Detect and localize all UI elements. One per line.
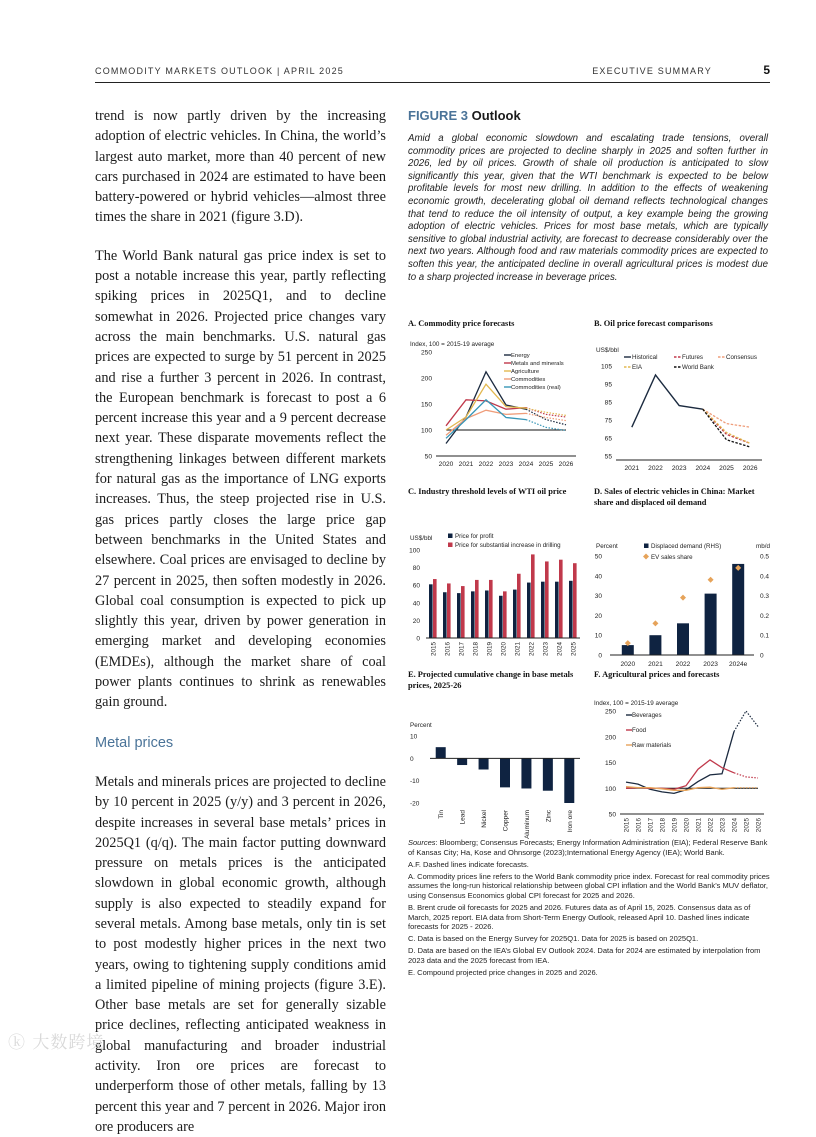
svg-text:2024: 2024 <box>518 460 534 468</box>
svg-text:Index, 100 = 2015-19 average: Index, 100 = 2015-19 average <box>410 340 495 348</box>
svg-text:2016: 2016 <box>444 641 452 656</box>
svg-text:2024: 2024 <box>731 817 739 832</box>
svg-text:85: 85 <box>604 399 612 406</box>
svg-text:2023: 2023 <box>719 817 727 832</box>
svg-text:2021: 2021 <box>695 817 703 832</box>
chart-title: E. Projected cumulative change in base metals prices, 2025-26 <box>408 670 574 690</box>
svg-text:Percent: Percent <box>596 543 618 550</box>
svg-text:Consensus: Consensus <box>726 353 757 361</box>
svg-text:2019: 2019 <box>671 817 679 832</box>
sources-note: Sources: Bloomberg; Consensus Forecasts; Energy Information Administration (EIA); Federal Reserve Bank of Kansas City; Ha, Kose and Ohnsorge (2023);International Energy Agency (IEA); World Bank. <box>408 838 768 857</box>
chart-panel-e <box>408 670 588 839</box>
svg-text:Price for substantial increase: Price for substantial increase in drilling <box>455 541 561 549</box>
chart-title: A. Commodity price forecasts <box>408 319 515 328</box>
svg-text:0.5: 0.5 <box>760 553 770 561</box>
line-chart-oil-forecasts <box>594 330 774 470</box>
body-paragraph: The World Bank natural gas price index is set to post a notable increase this year, partly reflecting spiking prices in 2025Q1, and to decline somewhat in 2026. Projected price changes vary across the main benchmarks. U.S. natural gas prices are expected to surge by 51 percent in 2025 and rise a further 3 percent in 2026. In contrast, the European benchmark is forecast to post a 6 percent increase this year and a 9 percent decrease next year. These disparate movements reflect the strengthening linkages between different markets for natural gas as the importance of LNG exports increases. Thus, the steep projected rise in U.S. gas prices partly closes the large price gap between benchmarks in the United States and elsewhere. Coal prices are envisaged to decline by 27 percent in 2025, then soften modestly in 2026. Global coal consumption is expected to pick up slightly this year, driven by power generation in emerging market and developing economies (EMDEs), although the market share of coal power plants continues to shrink as renewables gain ground. <box>95 247 386 711</box>
svg-text:40: 40 <box>594 573 602 581</box>
svg-text:US$/bbl: US$/bbl <box>410 534 433 542</box>
figure-name: Outlook <box>471 108 521 123</box>
svg-text:150: 150 <box>420 401 432 408</box>
svg-text:mb/d: mb/d <box>756 543 770 550</box>
svg-text:World Bank: World Bank <box>682 363 714 371</box>
note-item: A.F. Dashed lines indicate forecasts. <box>408 859 529 869</box>
svg-text:2019: 2019 <box>486 641 494 656</box>
running-header <box>95 62 770 83</box>
svg-text:2024: 2024 <box>695 464 711 472</box>
svg-text:0.1: 0.1 <box>760 632 770 640</box>
svg-text:2015: 2015 <box>623 817 631 832</box>
svg-text:50: 50 <box>608 811 616 818</box>
svg-text:2021: 2021 <box>648 661 663 668</box>
svg-text:Energy: Energy <box>511 352 530 359</box>
svg-text:2021: 2021 <box>514 641 522 656</box>
svg-text:20: 20 <box>594 612 602 620</box>
svg-text:0.3: 0.3 <box>760 593 770 601</box>
bar-chart-wti-thresholds <box>408 498 588 656</box>
svg-text:100: 100 <box>420 427 432 434</box>
svg-text:250: 250 <box>420 349 432 356</box>
figure-title <box>408 108 768 123</box>
svg-text:200: 200 <box>420 375 432 382</box>
chart-panel-b <box>594 319 774 470</box>
svg-text:20: 20 <box>412 617 420 625</box>
svg-text:Food: Food <box>632 726 647 734</box>
page-number: 5 <box>763 63 770 77</box>
note-item: D. Data are based on the IEA’s Global EV Outlook 2024. Data for 2024 are estimated by interpolation from 2023 data and the 2025 forecast from IEA. <box>408 946 761 966</box>
svg-text:2025: 2025 <box>570 641 578 656</box>
svg-text:95: 95 <box>604 381 612 388</box>
svg-text:2017: 2017 <box>647 817 655 832</box>
svg-text:2023: 2023 <box>498 460 514 468</box>
svg-text:50: 50 <box>424 453 432 460</box>
bar-chart-base-metals <box>408 691 588 839</box>
body-column <box>95 106 386 1137</box>
svg-text:200: 200 <box>604 733 616 741</box>
svg-text:EV sales share: EV sales share <box>651 554 693 561</box>
svg-text:2015: 2015 <box>430 641 438 656</box>
line-chart-agri-prices <box>594 681 774 831</box>
svg-text:Index, 100 = 2015-19 average: Index, 100 = 2015-19 average <box>594 699 679 707</box>
svg-text:EIA: EIA <box>632 363 642 371</box>
svg-text:Metals and minerals: Metals and minerals <box>511 360 564 367</box>
svg-text:2023: 2023 <box>703 661 718 668</box>
figure-block <box>408 108 768 284</box>
svg-text:2024: 2024 <box>556 641 564 656</box>
svg-text:Lead: Lead <box>459 810 467 825</box>
chart-title: F. Agricultural prices and forecasts <box>594 670 720 679</box>
svg-text:105: 105 <box>600 363 612 370</box>
note-item: A. Commodity prices line refers to the World Bank commodity price index. Forecast for real commodity prices assumes the long-run historical relationship between global CPI inflation and the World Bank’s MUV deflator, using Consensus Economics global CPI forecast for 2025 and 2026. <box>408 871 770 900</box>
svg-text:-10: -10 <box>410 778 420 786</box>
svg-text:80: 80 <box>412 564 420 572</box>
chart-title: C. Industry threshold levels of WTI oil price <box>408 487 567 496</box>
chart-panel-a <box>408 319 588 470</box>
svg-text:Price for profit: Price for profit <box>455 532 494 540</box>
chart-panel-f <box>594 670 774 831</box>
svg-text:2017: 2017 <box>458 641 466 656</box>
line-chart-commodity-forecasts <box>408 330 588 470</box>
svg-text:Nickel: Nickel <box>481 810 489 828</box>
chart-title: D. Sales of electric vehicles in China: Market share and displaced oil demand <box>594 487 755 507</box>
svg-text:40: 40 <box>412 599 420 607</box>
svg-text:Percent: Percent <box>410 722 432 729</box>
svg-text:60: 60 <box>412 582 420 590</box>
note-item: C. Data is based on the Energy Survey for 2025Q1. Data for 2025 is based on 2025Q1. <box>408 934 699 944</box>
svg-text:Raw materials: Raw materials <box>632 741 672 749</box>
svg-text:10: 10 <box>594 632 602 640</box>
note-item: B. Brent crude oil forecasts for 2025 and 2026. Futures data as of April 15, 2025. Consensus data as of March, 2025 report. EIA data from Short-Term Energy Outlook, released April 10. Dashed lines indicate forecasts for 2025 - 2026. <box>408 903 751 932</box>
svg-text:2018: 2018 <box>659 817 667 832</box>
figure-notes <box>408 838 770 980</box>
svg-text:Displaced demand (RHS): Displaced demand (RHS) <box>651 543 722 550</box>
svg-text:Agriculture: Agriculture <box>511 368 540 375</box>
body-paragraph: trend is now partly driven by the increasing adoption of electric vehicles. In China, the world’s largest auto market, more than 40 percent of new cars purchased in 2024 are estimated to have been battery-powered or hybrid vehicles—almost three times the share in 2021 (figure 3.D). <box>95 108 386 226</box>
svg-text:Commodities (real): Commodities (real) <box>511 384 561 391</box>
svg-text:2023: 2023 <box>542 641 550 656</box>
bar-chart-ev-china <box>594 508 774 668</box>
svg-text:0.4: 0.4 <box>760 573 770 581</box>
svg-text:10: 10 <box>410 733 418 741</box>
svg-text:2022: 2022 <box>648 464 663 472</box>
svg-text:50: 50 <box>594 553 602 561</box>
svg-text:0: 0 <box>760 652 764 660</box>
svg-text:2022: 2022 <box>478 460 494 468</box>
svg-text:75: 75 <box>604 417 612 424</box>
svg-text:Iron ore: Iron ore <box>566 810 574 833</box>
svg-text:250: 250 <box>604 708 616 715</box>
note-item: E. Compound projected price changes in 2025 and 2026. <box>408 968 598 978</box>
svg-text:Futures: Futures <box>682 353 703 361</box>
svg-text:30: 30 <box>594 593 602 601</box>
svg-text:0.2: 0.2 <box>760 612 770 620</box>
svg-text:2020: 2020 <box>620 661 636 668</box>
svg-text:Commodities: Commodities <box>511 376 546 383</box>
svg-text:100: 100 <box>604 785 616 793</box>
svg-text:2022: 2022 <box>675 661 691 668</box>
svg-text:2021: 2021 <box>458 460 474 468</box>
section-title: EXECUTIVE SUMMARY <box>592 66 712 76</box>
svg-text:2025: 2025 <box>538 460 554 468</box>
svg-text:Zinc: Zinc <box>545 810 553 823</box>
svg-text:0: 0 <box>410 755 414 763</box>
svg-text:2026: 2026 <box>742 464 758 472</box>
svg-text:2025: 2025 <box>719 464 734 472</box>
chart-panel-d <box>594 487 774 668</box>
chart-panel-c <box>408 487 588 656</box>
svg-text:Historical: Historical <box>632 353 658 361</box>
svg-text:150: 150 <box>604 759 616 767</box>
watermark-logo: ⓚ 大数跨境 <box>8 1033 105 1053</box>
svg-text:-20: -20 <box>410 800 420 808</box>
svg-text:100: 100 <box>409 547 420 554</box>
chart-title: B. Oil price forecast comparisons <box>594 319 713 328</box>
watermark-icon: ⓚ <box>8 1033 33 1053</box>
svg-text:2018: 2018 <box>472 641 480 656</box>
svg-text:2026: 2026 <box>755 817 763 832</box>
svg-text:2025: 2025 <box>743 817 751 832</box>
svg-text:2024e: 2024e <box>729 661 748 668</box>
svg-text:2022: 2022 <box>528 641 536 656</box>
svg-text:2021: 2021 <box>624 464 640 472</box>
svg-text:2026: 2026 <box>558 460 574 468</box>
svg-text:2016: 2016 <box>635 817 643 832</box>
svg-text:Tin: Tin <box>438 810 446 819</box>
svg-text:2023: 2023 <box>671 464 687 472</box>
svg-text:0: 0 <box>598 652 602 660</box>
body-paragraph: Metals and minerals prices are projected to decline by 10 percent in 2025 (y/y) and 3 percent in 2026, despite increases in several base metals’ prices in 2025Q1 (q/q). The main factor putting downward pressure on metals prices is the anticipated slowdown in global economic growth, although supply is also expected to steadily expand for several metals. Among base metals, only tin is set to post modestly higher prices in the next two years, owing to tightening supply conditions amid a limited pipeline of mining projects (figure 3.E). Other base metals are set for generally sizable price declines, reflecting anticipated weakness in global manufacturing and broader industrial activity. Iron ore prices are forecast to underperform those of other metals, falling by 13 percent this year and 7 percent in 2026. Major iron ore producers are <box>95 773 386 1135</box>
svg-text:2020: 2020 <box>438 460 454 468</box>
svg-text:55: 55 <box>604 453 612 460</box>
svg-text:Aluminum: Aluminum <box>523 810 531 839</box>
figure-caption: Amid a global economic slowdown and escalating trade tensions, overall commodity prices are projected to decline sharply in 2025 and soften further in 2026, led by oil prices. Growth of shale oil production is anticipated to slow significantly this year, given that the WTI benchmark is expected to be below profitable levels for most new drilling. In addition to the effects of weakening economic growth, decelerating global oil demand reflects technological changes that tend to reduce the oil intensity of output, a key example being the growing adoption of electric vehicles. Prices for most base metals, which are typically sensitive to global industrial activity, are forecast to decrease considerably over the next two years. Although food and raw materials commodity prices are expected to soften this year, the anticipated decline in overall agricultural prices is modest due to a sharp projected increase in beverage prices. <box>408 133 768 283</box>
svg-text:Copper: Copper <box>502 810 510 832</box>
figure-number: FIGURE 3 <box>408 108 468 123</box>
svg-text:65: 65 <box>604 435 612 442</box>
svg-text:2022: 2022 <box>707 817 715 832</box>
publication-title: COMMODITY MARKETS OUTLOOK | APRIL 2025 <box>95 66 344 76</box>
svg-text:US$/bbl: US$/bbl <box>596 346 619 354</box>
section-heading: Metal prices <box>95 734 174 751</box>
svg-text:2020: 2020 <box>500 641 508 656</box>
svg-text:0: 0 <box>416 635 420 642</box>
svg-text:Beverages: Beverages <box>632 711 662 719</box>
svg-text:2020: 2020 <box>683 817 691 832</box>
